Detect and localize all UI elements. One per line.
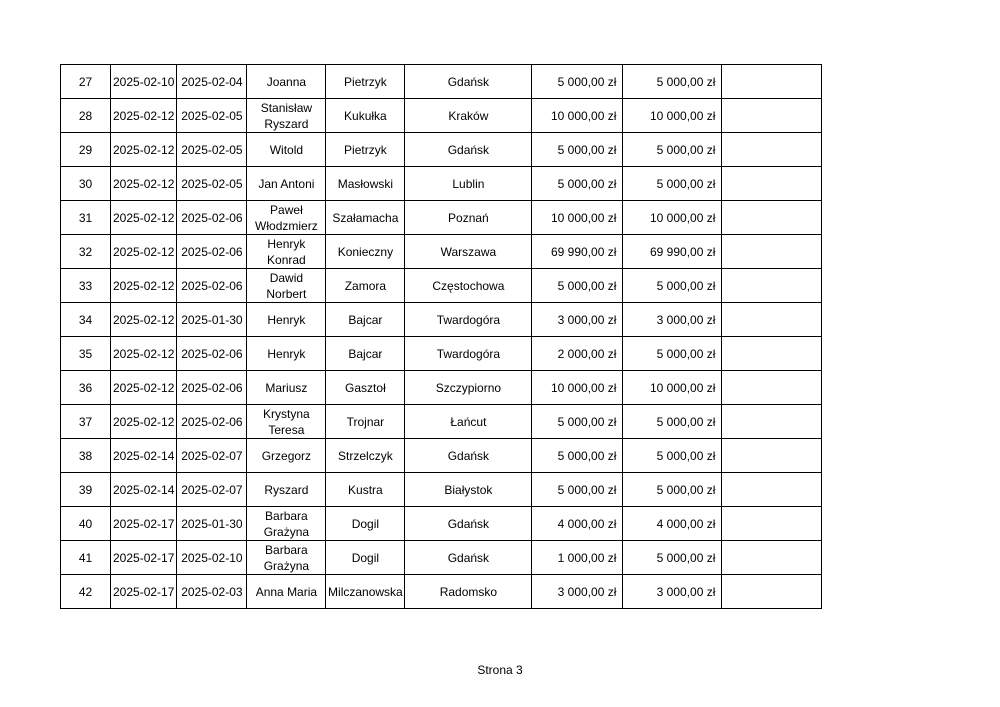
empty-note-cell — [722, 133, 822, 167]
first-name-cell: Dawid Norbert — [247, 269, 326, 303]
last-name-cell: Strzelczyk — [326, 439, 405, 473]
total-amount-cell: 5 000,00 zł — [623, 65, 722, 99]
amount-cell: 2 000,00 zł — [532, 337, 623, 371]
city-cell: Gdańsk — [405, 541, 532, 575]
payment-date-cell: 2025-01-30 — [177, 303, 247, 337]
empty-note-cell — [722, 99, 822, 133]
city-cell: Gdańsk — [405, 507, 532, 541]
empty-note-cell — [722, 269, 822, 303]
amount-cell: 5 000,00 zł — [532, 269, 623, 303]
payment-date-cell: 2025-02-07 — [177, 473, 247, 507]
total-amount-cell: 3 000,00 zł — [623, 303, 722, 337]
total-amount-cell: 5 000,00 zł — [623, 473, 722, 507]
payment-date-cell: 2025-02-03 — [177, 575, 247, 609]
last-name-cell: Trojnar — [326, 405, 405, 439]
amount-cell: 5 000,00 zł — [532, 439, 623, 473]
last-name-cell: Gasztoł — [326, 371, 405, 405]
first-name-cell: Henryk — [247, 303, 326, 337]
booking-date-cell: 2025-02-14 — [111, 439, 177, 473]
city-cell: Twardogóra — [405, 303, 532, 337]
booking-date-cell: 2025-02-10 — [111, 65, 177, 99]
first-name-cell: Krystyna Teresa — [247, 405, 326, 439]
total-amount-cell: 3 000,00 zł — [623, 575, 722, 609]
payment-date-cell: 2025-02-06 — [177, 235, 247, 269]
last-name-cell: Pietrzyk — [326, 133, 405, 167]
table-row — [61, 473, 822, 507]
city-cell: Częstochowa — [405, 269, 532, 303]
row-number-cell: 31 — [61, 201, 111, 235]
total-amount-cell: 10 000,00 zł — [623, 99, 722, 133]
last-name-cell: Zamora — [326, 269, 405, 303]
first-name-cell: Joanna — [247, 65, 326, 99]
row-number-cell: 29 — [61, 133, 111, 167]
last-name-cell: Masłowski — [326, 167, 405, 201]
first-name-cell: Witold — [247, 133, 326, 167]
total-amount-cell: 5 000,00 zł — [623, 337, 722, 371]
total-amount-cell: 5 000,00 zł — [623, 269, 722, 303]
page-number-footer: Strona 3 — [477, 663, 523, 677]
table-row — [61, 235, 822, 269]
empty-note-cell — [722, 201, 822, 235]
last-name-cell: Milczanowska — [326, 575, 405, 609]
booking-date-cell: 2025-02-12 — [111, 133, 177, 167]
city-cell: Twardogóra — [405, 337, 532, 371]
row-number-cell: 30 — [61, 167, 111, 201]
booking-date-cell: 2025-02-17 — [111, 575, 177, 609]
empty-note-cell — [722, 371, 822, 405]
booking-date-cell: 2025-02-12 — [111, 99, 177, 133]
table-row — [61, 303, 822, 337]
donations-table — [60, 64, 822, 609]
payment-date-cell: 2025-02-06 — [177, 337, 247, 371]
first-name-cell: Paweł Włodzmierz — [247, 201, 326, 235]
booking-date-cell: 2025-02-12 — [111, 337, 177, 371]
amount-cell: 5 000,00 zł — [532, 65, 623, 99]
booking-date-cell: 2025-02-17 — [111, 507, 177, 541]
empty-note-cell — [722, 405, 822, 439]
payment-date-cell: 2025-02-06 — [177, 269, 247, 303]
row-number-cell: 37 — [61, 405, 111, 439]
city-cell: Gdańsk — [405, 133, 532, 167]
payment-date-cell: 2025-02-05 — [177, 167, 247, 201]
total-amount-cell: 10 000,00 zł — [623, 201, 722, 235]
payment-date-cell: 2025-02-05 — [177, 99, 247, 133]
empty-note-cell — [722, 167, 822, 201]
payment-date-cell: 2025-02-06 — [177, 371, 247, 405]
row-number-cell: 39 — [61, 473, 111, 507]
booking-date-cell: 2025-02-12 — [111, 167, 177, 201]
payment-date-cell: 2025-02-07 — [177, 439, 247, 473]
table-row — [61, 133, 822, 167]
total-amount-cell: 5 000,00 zł — [623, 405, 722, 439]
empty-note-cell — [722, 473, 822, 507]
total-amount-cell: 5 000,00 zł — [623, 439, 722, 473]
city-cell: Poznań — [405, 201, 532, 235]
payment-date-cell: 2025-01-30 — [177, 507, 247, 541]
booking-date-cell: 2025-02-12 — [111, 201, 177, 235]
last-name-cell: Dogil — [326, 541, 405, 575]
empty-note-cell — [722, 541, 822, 575]
city-cell: Gdańsk — [405, 65, 532, 99]
amount-cell: 5 000,00 zł — [532, 473, 623, 507]
first-name-cell: Barbara Grażyna — [247, 507, 326, 541]
last-name-cell: Pietrzyk — [326, 65, 405, 99]
last-name-cell: Dogil — [326, 507, 405, 541]
payment-date-cell: 2025-02-06 — [177, 201, 247, 235]
empty-note-cell — [722, 337, 822, 371]
row-number-cell: 35 — [61, 337, 111, 371]
last-name-cell: Bajcar — [326, 337, 405, 371]
empty-note-cell — [722, 235, 822, 269]
total-amount-cell: 5 000,00 zł — [623, 133, 722, 167]
total-amount-cell: 69 990,00 zł — [623, 235, 722, 269]
first-name-cell: Jan Antoni — [247, 167, 326, 201]
amount-cell: 5 000,00 zł — [532, 405, 623, 439]
amount-cell: 10 000,00 zł — [532, 371, 623, 405]
table-row — [61, 405, 822, 439]
row-number-cell: 28 — [61, 99, 111, 133]
booking-date-cell: 2025-02-12 — [111, 269, 177, 303]
first-name-cell: Stanisław Ryszard — [247, 99, 326, 133]
first-name-cell: Mariusz — [247, 371, 326, 405]
row-number-cell: 40 — [61, 507, 111, 541]
city-cell: Lublin — [405, 167, 532, 201]
first-name-cell: Anna Maria — [247, 575, 326, 609]
table-row — [61, 337, 822, 371]
last-name-cell: Szałamacha — [326, 201, 405, 235]
row-number-cell: 27 — [61, 65, 111, 99]
booking-date-cell: 2025-02-12 — [111, 371, 177, 405]
empty-note-cell — [722, 507, 822, 541]
city-cell: Łańcut — [405, 405, 532, 439]
payment-date-cell: 2025-02-10 — [177, 541, 247, 575]
payment-date-cell: 2025-02-04 — [177, 65, 247, 99]
table-row — [61, 269, 822, 303]
table-row — [61, 439, 822, 473]
payment-date-cell: 2025-02-05 — [177, 133, 247, 167]
city-cell: Warszawa — [405, 235, 532, 269]
city-cell: Kraków — [405, 99, 532, 133]
total-amount-cell: 5 000,00 zł — [623, 541, 722, 575]
empty-note-cell — [722, 303, 822, 337]
total-amount-cell: 4 000,00 zł — [623, 507, 722, 541]
amount-cell: 1 000,00 zł — [532, 541, 623, 575]
amount-cell: 4 000,00 zł — [532, 507, 623, 541]
row-number-cell: 36 — [61, 371, 111, 405]
amount-cell: 10 000,00 zł — [532, 201, 623, 235]
first-name-cell: Barbara Grażyna — [247, 541, 326, 575]
table-row — [61, 65, 822, 99]
last-name-cell: Kustra — [326, 473, 405, 507]
amount-cell: 10 000,00 zł — [532, 99, 623, 133]
table-row — [61, 541, 822, 575]
table-row — [61, 371, 822, 405]
empty-note-cell — [722, 575, 822, 609]
row-number-cell: 32 — [61, 235, 111, 269]
row-number-cell: 34 — [61, 303, 111, 337]
table-row — [61, 99, 822, 133]
city-cell: Białystok — [405, 473, 532, 507]
first-name-cell: Grzegorz — [247, 439, 326, 473]
city-cell: Szczypiorno — [405, 371, 532, 405]
table-body — [61, 65, 822, 609]
booking-date-cell: 2025-02-12 — [111, 235, 177, 269]
last-name-cell: Kukułka — [326, 99, 405, 133]
city-cell: Radomsko — [405, 575, 532, 609]
last-name-cell: Bajcar — [326, 303, 405, 337]
total-amount-cell: 10 000,00 zł — [623, 371, 722, 405]
row-number-cell: 33 — [61, 269, 111, 303]
total-amount-cell: 5 000,00 zł — [623, 167, 722, 201]
row-number-cell: 42 — [61, 575, 111, 609]
amount-cell: 5 000,00 zł — [532, 133, 623, 167]
booking-date-cell: 2025-02-12 — [111, 405, 177, 439]
table-row — [61, 201, 822, 235]
row-number-cell: 38 — [61, 439, 111, 473]
row-number-cell: 41 — [61, 541, 111, 575]
empty-note-cell — [722, 439, 822, 473]
payment-date-cell: 2025-02-06 — [177, 405, 247, 439]
table-row — [61, 575, 822, 609]
table-row — [61, 507, 822, 541]
last-name-cell: Konieczny — [326, 235, 405, 269]
booking-date-cell: 2025-02-14 — [111, 473, 177, 507]
amount-cell: 69 990,00 zł — [532, 235, 623, 269]
amount-cell: 3 000,00 zł — [532, 303, 623, 337]
amount-cell: 3 000,00 zł — [532, 575, 623, 609]
first-name-cell: Ryszard — [247, 473, 326, 507]
booking-date-cell: 2025-02-12 — [111, 303, 177, 337]
empty-note-cell — [722, 65, 822, 99]
table-row — [61, 167, 822, 201]
booking-date-cell: 2025-02-17 — [111, 541, 177, 575]
first-name-cell: Henryk — [247, 337, 326, 371]
amount-cell: 5 000,00 zł — [532, 167, 623, 201]
city-cell: Gdańsk — [405, 439, 532, 473]
first-name-cell: Henryk Konrad — [247, 235, 326, 269]
